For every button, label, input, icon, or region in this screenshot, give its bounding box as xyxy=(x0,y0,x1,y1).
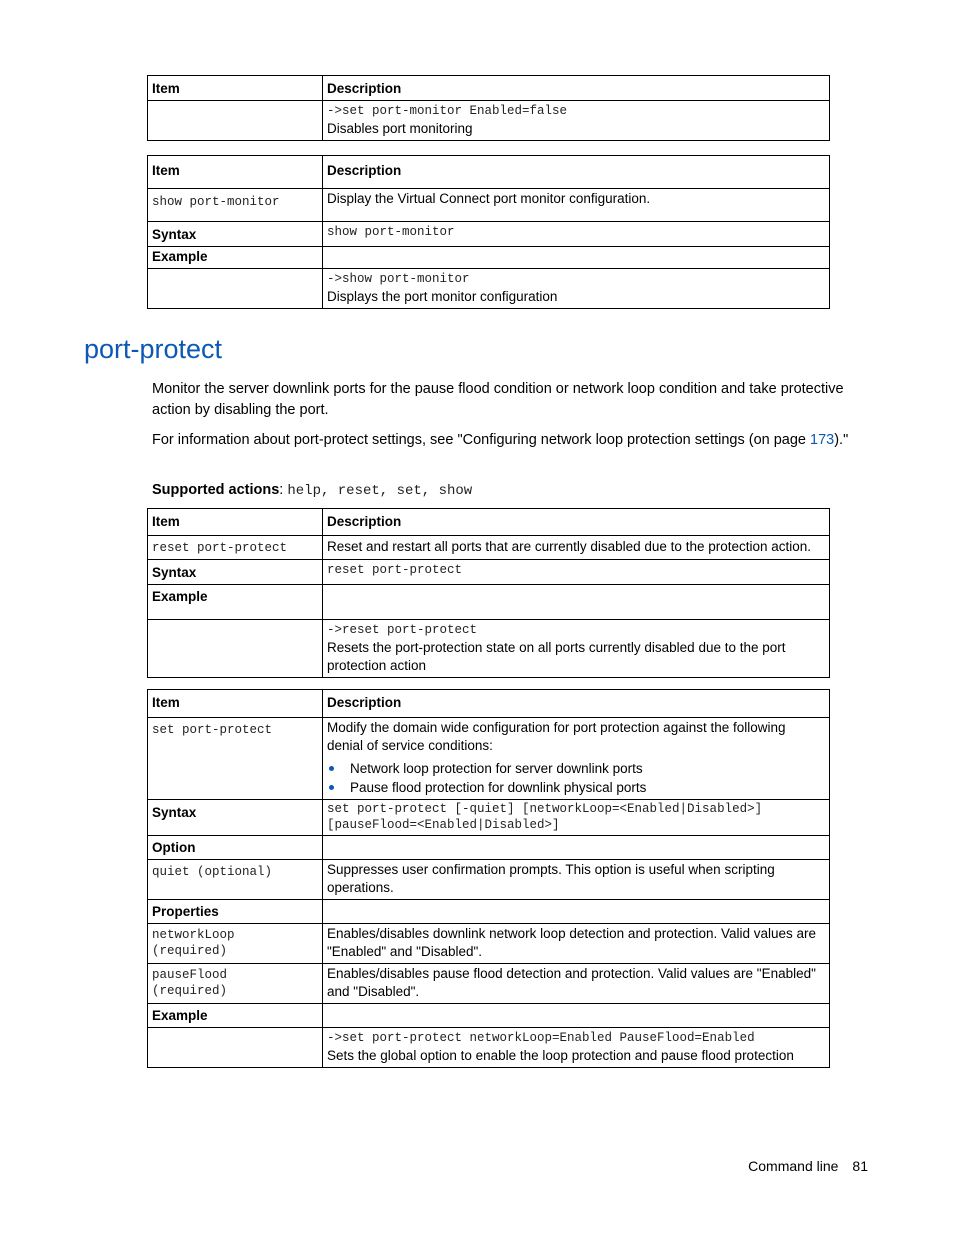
syntax-label: Syntax xyxy=(148,800,323,836)
table-row xyxy=(148,836,830,860)
table-header-row xyxy=(148,509,830,536)
table-header-row xyxy=(148,690,830,718)
supported-actions-list: help, reset, set, show xyxy=(287,483,473,499)
example-label: Example xyxy=(148,1004,323,1028)
quiet-description: Suppresses user confirmation prompts. This option is useful when scripting operations. xyxy=(323,860,830,900)
example-description: Disables port monitoring xyxy=(327,121,473,136)
port-monitor-set-example-table xyxy=(147,75,830,141)
table-row xyxy=(148,860,830,900)
header-item: Item xyxy=(148,690,323,718)
supported-actions-colon: : xyxy=(279,482,288,498)
property-requirement: (required) xyxy=(152,944,228,958)
syntax-value xyxy=(323,800,830,836)
quiet-option: quiet (optional) xyxy=(148,860,323,900)
section-title: port-protect xyxy=(84,334,223,364)
example-description: Resets the port-protection state on all ports currently disabled due to the port protection action xyxy=(327,640,786,673)
networkloop-property xyxy=(148,924,323,964)
table-row xyxy=(148,269,830,309)
table-row xyxy=(148,800,830,836)
empty-cell xyxy=(323,1004,830,1028)
empty-cell xyxy=(148,269,323,309)
example-cell xyxy=(323,269,830,309)
empty-cell xyxy=(323,585,830,620)
networkloop-description: Enables/disables downlink network loop detection and protection. Valid values are "Enabled" and "Disabled". xyxy=(323,924,830,964)
header-description: Description xyxy=(323,509,830,536)
example-description: Sets the global option to enable the loop protection and pause flood protection xyxy=(327,1048,794,1063)
page-reference-link[interactable]: 173 xyxy=(810,432,835,448)
command-description: Display the Virtual Connect port monitor configuration. xyxy=(323,189,830,222)
list-item xyxy=(350,759,825,778)
supported-actions xyxy=(152,480,882,502)
pauseflood-property xyxy=(148,964,323,1004)
empty-cell xyxy=(323,836,830,860)
set-port-protect-table xyxy=(147,689,830,1068)
syntax-line-1: set port-protect [-quiet] [networkLoop=<Enabled|Disabled>] xyxy=(327,802,763,816)
empty-cell xyxy=(148,101,323,141)
command-cell: show port-monitor xyxy=(148,189,323,222)
header-description: Description xyxy=(323,690,830,718)
table-row xyxy=(148,560,830,585)
table-header-row xyxy=(148,156,830,189)
command-description: Reset and restart all ports that are currently disabled due to the protection action. xyxy=(323,536,830,560)
section-info xyxy=(152,430,882,451)
page-number: 81 xyxy=(852,1158,868,1174)
list-item xyxy=(350,778,825,797)
bullet-icon xyxy=(329,766,334,771)
syntax-line-2: [pauseFlood=<Enabled|Disabled>] xyxy=(327,818,560,832)
command-cell: set port-protect xyxy=(148,718,323,800)
empty-cell xyxy=(148,1028,323,1068)
syntax-value: reset port-protect xyxy=(323,560,830,585)
pauseflood-description: Enables/disables pause flood detection and protection. Valid values are "Enabled" and "Disabled". xyxy=(323,964,830,1004)
option-label: Option xyxy=(148,836,323,860)
empty-cell xyxy=(323,900,830,924)
example-cell xyxy=(323,620,830,678)
list-item-text: Network loop protection for server downlink ports xyxy=(350,761,643,776)
info-text-suffix: )." xyxy=(834,432,849,448)
command-description-cell xyxy=(323,718,830,800)
example-label: Example xyxy=(148,247,323,269)
table-row xyxy=(148,585,830,620)
conditions-list xyxy=(327,759,825,797)
properties-label: Properties xyxy=(148,900,323,924)
syntax-label: Syntax xyxy=(148,560,323,585)
property-name: networkLoop xyxy=(152,928,235,942)
info-text-prefix: For information about port-protect settings, see "Configuring network loop protection settings (on page xyxy=(152,432,811,448)
table-row xyxy=(148,900,830,924)
table-row xyxy=(148,101,830,141)
example-command: ->reset port-protect xyxy=(327,623,478,637)
command-cell: reset port-protect xyxy=(148,536,323,560)
section-intro: Monitor the server downlink ports for the pause flood condition or network loop condition and take protective action by disabling the port. xyxy=(152,381,844,418)
example-command: ->set port-monitor Enabled=false xyxy=(327,104,568,118)
property-name: pauseFlood xyxy=(152,968,228,982)
reset-port-protect-table xyxy=(147,508,830,678)
example-command: ->show port-monitor xyxy=(327,272,470,286)
page-footer xyxy=(734,1158,868,1174)
table-row xyxy=(148,1028,830,1068)
property-requirement: (required) xyxy=(152,984,228,998)
example-command: ->set port-protect networkLoop=Enabled PauseFlood=Enabled xyxy=(327,1031,755,1045)
example-description: Displays the port monitor configuration xyxy=(327,289,558,304)
header-item: Item xyxy=(148,156,323,189)
list-item-text: Pause flood protection for downlink physical ports xyxy=(350,780,647,795)
header-description: Description xyxy=(323,76,830,101)
table-row xyxy=(148,536,830,560)
table-row xyxy=(148,189,830,222)
empty-cell xyxy=(323,247,830,269)
bullet-icon xyxy=(329,785,334,790)
show-port-monitor-table xyxy=(147,155,830,309)
syntax-label: Syntax xyxy=(148,222,323,247)
table-row xyxy=(148,620,830,678)
example-cell xyxy=(323,1028,830,1068)
example-label: Example xyxy=(148,585,323,620)
empty-cell xyxy=(148,620,323,678)
table-header-row xyxy=(148,76,830,101)
footer-section: Command line xyxy=(748,1158,839,1174)
example-cell xyxy=(323,101,830,141)
command-description: Modify the domain wide configuration for port protection against the following denial of service conditions: xyxy=(327,720,786,753)
supported-actions-label: Supported actions xyxy=(152,482,280,498)
table-row xyxy=(148,718,830,800)
header-description: Description xyxy=(323,156,830,189)
table-row xyxy=(148,247,830,269)
syntax-value: show port-monitor xyxy=(323,222,830,247)
table-row xyxy=(148,964,830,1004)
table-row xyxy=(148,1004,830,1028)
table-row xyxy=(148,924,830,964)
header-item: Item xyxy=(148,509,323,536)
header-item: Item xyxy=(148,76,323,101)
table-row xyxy=(148,222,830,247)
